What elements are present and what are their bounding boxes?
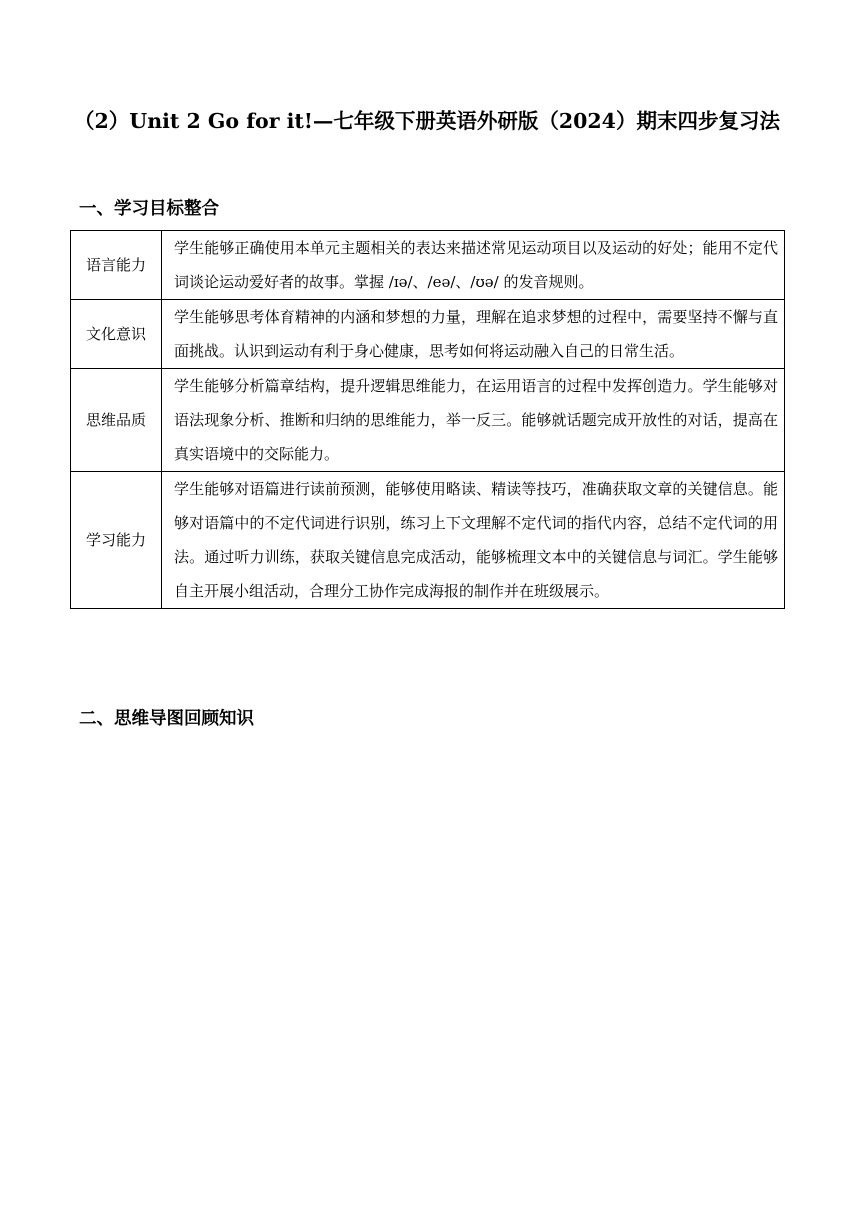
learning-goals-table bbox=[70, 230, 785, 609]
section-heading-mind-map: 二、思维导图回顾知识 bbox=[79, 709, 254, 729]
table-row bbox=[71, 472, 785, 609]
row-content: 学生能够对语篇进行读前预测，能够使用略读、精读等技巧，准确获取文章的关键信息。能够对语篇中的不定代词进行识别，练习上下文理解不定代词的指代内容，总结不定代词的用法。通过听力训练，获取关键信息完成活动，能够梳理文本中的关键信息与词汇。学生能够自主开展小组活动，合理分工协作完成海报的制作并在班级展示。 bbox=[162, 472, 785, 609]
document-title: （2）Unit 2 Go for it!—七年级下册英语外研版（2024）期末四步复习法 bbox=[74, 109, 780, 133]
row-content: 学生能够正确使用本单元主题相关的表达来描述常见运动项目以及运动的好处；能用不定代词谈论运动爱好者的故事。掌握 /ɪə/、/eə/、/ʊə/ 的发音规则。 bbox=[162, 231, 785, 300]
row-label: 学习能力 bbox=[71, 472, 162, 609]
table-row bbox=[71, 231, 785, 300]
section-heading-learning-goals: 一、学习目标整合 bbox=[79, 199, 219, 219]
table-row bbox=[71, 369, 785, 472]
row-label: 文化意识 bbox=[71, 300, 162, 369]
row-label: 思维品质 bbox=[71, 369, 162, 472]
row-label: 语言能力 bbox=[71, 231, 162, 300]
row-content: 学生能够思考体育精神的内涵和梦想的力量，理解在追求梦想的过程中，需要坚持不懈与直面挑战。认识到运动有利于身心健康，思考如何将运动融入自己的日常生活。 bbox=[162, 300, 785, 369]
table-row bbox=[71, 300, 785, 369]
row-content: 学生能够分析篇章结构，提升逻辑思维能力，在运用语言的过程中发挥创造力。学生能够对语法现象分析、推断和归纳的思维能力，举一反三。能够就话题完成开放性的对话，提高在真实语境中的交际能力。 bbox=[162, 369, 785, 472]
